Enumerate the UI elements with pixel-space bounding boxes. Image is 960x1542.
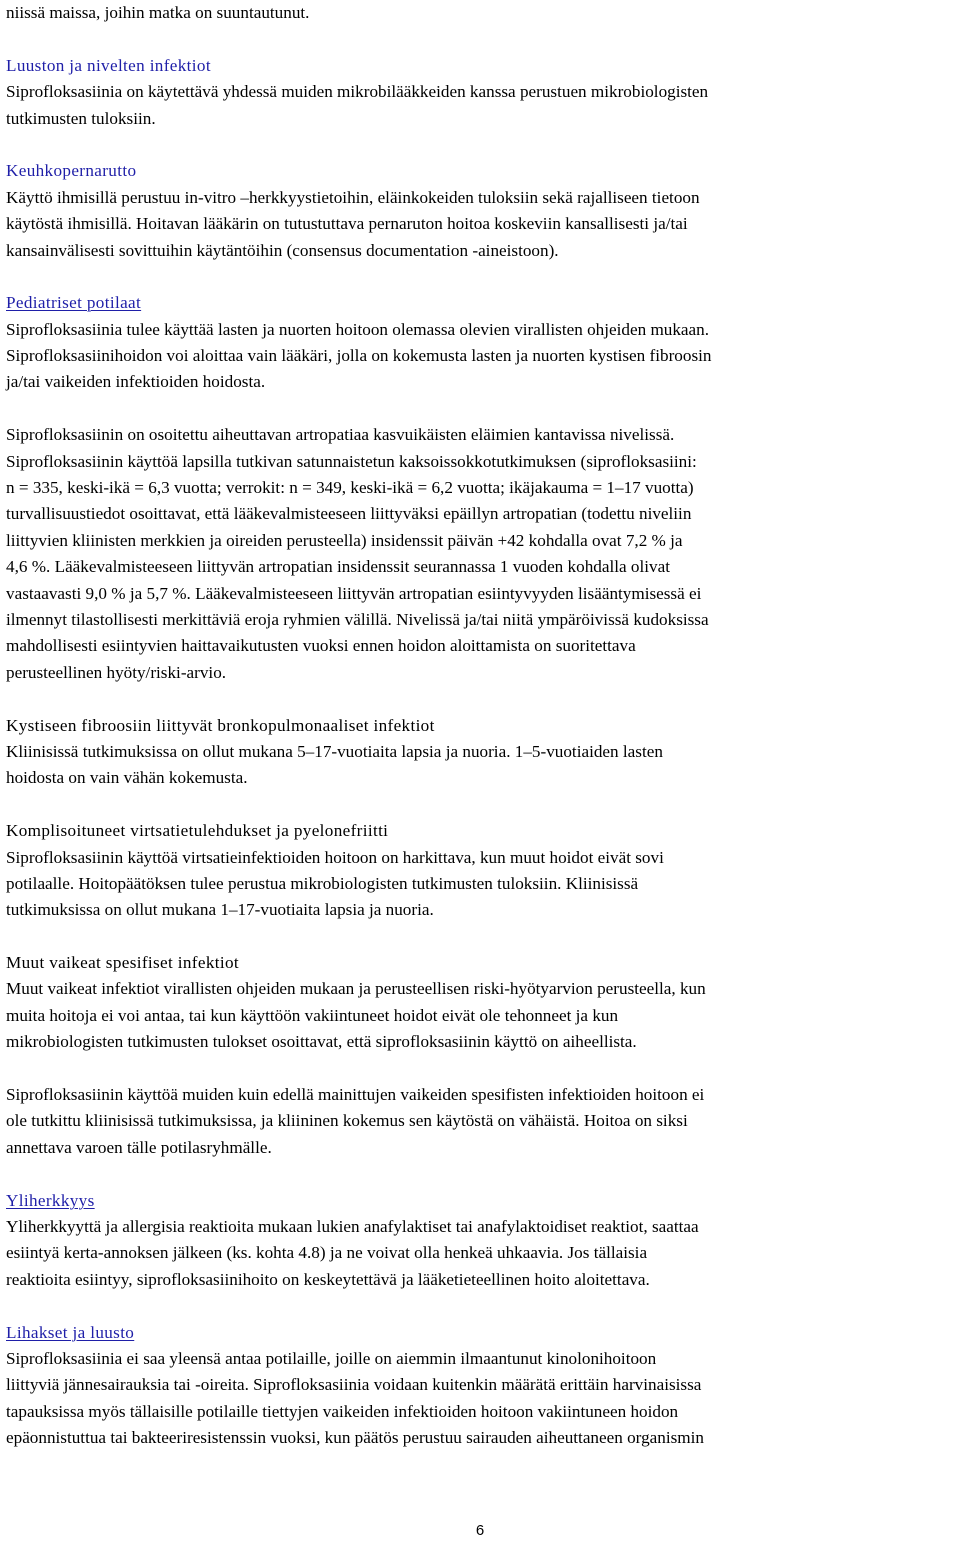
page-number: 6 [475, 1522, 485, 1539]
body-text-line: liittyvien kliinisten merkkien ja oireiden perusteella) insidenssit päivän +42 kohdalla ovat 7,2 % ja [6, 530, 683, 550]
paragraph-gap [6, 924, 956, 950]
paragraph-gap [6, 1161, 956, 1187]
paragraph-gap [6, 686, 956, 712]
body-text-line: epäonnistuttua tai bakteeriresistenssin vuoksi, kun päätös perustuu sairauden aiheuttaneen organismin [6, 1428, 704, 1448]
body-text-line: turvallisuustiedot osoittavat, että lääkevalmisteeseen liittyväksi epäillyn artropatian (todettu niveliin [6, 504, 692, 524]
body-text-line: Siprofloksasiinia ei saa yleensä antaa potilaille, joille on aiemmin ilmaantunut kinolonihoitoon [6, 1348, 657, 1368]
body-text-line: Siprofloksasiinin käyttöä muiden kuin edellä mainittujen vaikeiden spesifisten infektioiden hoitoon ei [6, 1085, 705, 1105]
body-text-line: mahdollisesti esiintyvien haittavaikutusten vuoksi ennen hoidon aloittamista on suoritettava [6, 636, 636, 656]
body-text-line: Siprofloksasiinin käyttöä virtsatieinfektioiden hoitoon on harkittava, kun muut hoidot eivät sovi [6, 847, 664, 867]
paragraph-gap [6, 1056, 956, 1082]
body-text-line: ilmennyt tilastollisesti merkittäviä eroja ryhmien välillä. Nivelissä ja/tai niitä ympäröivissä kudoksissa [6, 609, 709, 629]
body-text-line: annettava varoen tälle potilasryhmälle. [6, 1137, 272, 1157]
body-text-line: esiintyä kerta-annoksen jälkeen (ks. kohta 4.8) ja ne voivat olla henkeä uhkaavia. Jos tällaisia [6, 1243, 648, 1263]
section-heading: Lihakset ja luusto [6, 1322, 135, 1342]
body-text-line: tutkimusten tuloksiin. [6, 108, 156, 128]
document-body [6, 0, 956, 1451]
section-heading: Luuston ja nivelten infektiot [6, 55, 211, 75]
body-text-line: Muut vaikeat infektiot virallisten ohjeiden mukaan ja perusteellisen riski-hyötyarvion perusteella, kun [6, 979, 706, 999]
paragraph-gap [6, 26, 956, 52]
body-text-line: reaktioita esiintyy, siprofloksasiinihoito on keskeytettävä ja lääketieteellinen hoito aloitettava. [6, 1269, 650, 1289]
body-text-line: Siprofloksasiinihoidon voi aloittaa vain lääkäri, jolla on kokemusta lasten ja nuorten kystisen fibroosin [6, 346, 712, 366]
body-text-line: käytöstä ihmisillä. Hoitavan lääkärin on tutustuttava pernaruton hoitoa koskeviin kansallisesti ja/tai [6, 214, 688, 234]
section-heading: Komplisoituneet virtsatietulehdukset ja pyelonefriitti [6, 821, 389, 841]
paragraph-gap [6, 1293, 956, 1319]
paragraph-gap [6, 792, 956, 818]
paragraph-gap [6, 132, 956, 158]
body-text-line: hoidosta on vain vähän kokemusta. [6, 768, 248, 788]
paragraph-gap [6, 396, 956, 422]
section-heading: Keuhkopernarutto [6, 161, 137, 181]
section-heading: Yliherkkyys [6, 1190, 95, 1210]
section-heading: Pediatriset potilaat [6, 293, 142, 313]
body-text-line: kansainvälisesti sovittuihin käytäntöihin (consensus documentation -aineistoon). [6, 240, 559, 260]
body-text-line: n = 335, keski-ikä = 6,3 vuotta; verrokit: n = 349, keski-ikä = 6,2 vuotta; ikäjakauma = 1–17 vuotta) [6, 478, 694, 498]
body-text-line: Yliherkkyyttä ja allergisia reaktioita mukaan lukien anafylaktiset tai anafylaktoidiset reaktiot, saattaa [6, 1216, 699, 1236]
body-text-line: ja/tai vaikeiden infektioiden hoidosta. [6, 372, 266, 392]
body-text-line: tutkimuksissa on ollut mukana 1–17-vuotiaita lapsia ja nuoria. [6, 900, 434, 920]
body-text-line: Siprofloksasiinin käyttöä lapsilla tutkivan satunnaistetun kaksoissokkotutkimuksen (siprofloksasiini: [6, 451, 697, 471]
body-text-line: perusteellinen hyöty/riski-arvio. [6, 662, 227, 682]
body-text-line: ole tutkittu kliinisissä tutkimuksissa, ja kliininen kokemus sen käytöstä on vähäistä. Hoitoa on siksi [6, 1111, 688, 1131]
body-text-line: tapauksissa myös tällaisille potilaille tiettyjen vaikeiden infektioiden hoitoon vakiintuneen hoidon [6, 1401, 679, 1421]
body-text-line: Siprofloksasiinia tulee käyttää lasten ja nuorten hoitoon olemassa olevien virallisten ohjeiden mukaan. [6, 319, 710, 339]
body-text-line: liittyviä jännesairauksia tai -oireita. Siprofloksasiinia voidaan kuitenkin määrätä erittäin harvinaisissa [6, 1375, 702, 1395]
body-text-line: Siprofloksasiinia on käytettävä yhdessä muiden mikrobilääkkeiden kanssa perustuen mikrobiologisten [6, 82, 709, 102]
body-text-line: potilaalle. Hoitopäätöksen tulee perustua mikrobiologisten tutkimusten tuloksiin. Kliinisissä [6, 873, 639, 893]
section-heading: Muut vaikeat spesifiset infektiot [6, 953, 240, 973]
section-heading: Kystiseen fibroosiin liittyvät bronkopulmonaaliset infektiot [6, 715, 435, 735]
body-text-line: Käyttö ihmisillä perustuu in-vitro –herkkyystietoihin, eläinkokeiden tuloksiin sekä rajalliseen tietoon [6, 187, 700, 207]
body-text-line: niissä maissa, joihin matka on suuntautunut. [6, 3, 310, 22]
body-text-line: vastaavasti 9,0 % ja 5,7 %. Lääkevalmisteeseen liittyvän artropatian esiintyvyyden lisääntymisessä ei [6, 583, 702, 603]
body-text-line: 4,6 %. Lääkevalmisteeseen liittyvän artropatian insidenssit seurannassa 1 vuoden kohdalla olivat [6, 557, 670, 577]
paragraph-gap [6, 264, 956, 290]
body-text-line: mikrobiologisten tutkimusten tulokset osoittavat, että siprofloksasiinin käyttö on aiheellista. [6, 1032, 637, 1052]
body-text-line: muita hoitoja ei voi antaa, tai kun käyttöön vakiintuneet hoidot eivät ole tehonneet ja kun [6, 1005, 619, 1025]
body-text-line: Kliinisissä tutkimuksissa on ollut mukana 5–17-vuotiaita lapsia ja nuoria. 1–5-vuotiaiden lasten [6, 741, 663, 761]
body-text-line: Siprofloksasiinin on osoitettu aiheuttavan artropatiaa kasvuikäisten eläimien kantavissa nivelissä. [6, 425, 675, 445]
